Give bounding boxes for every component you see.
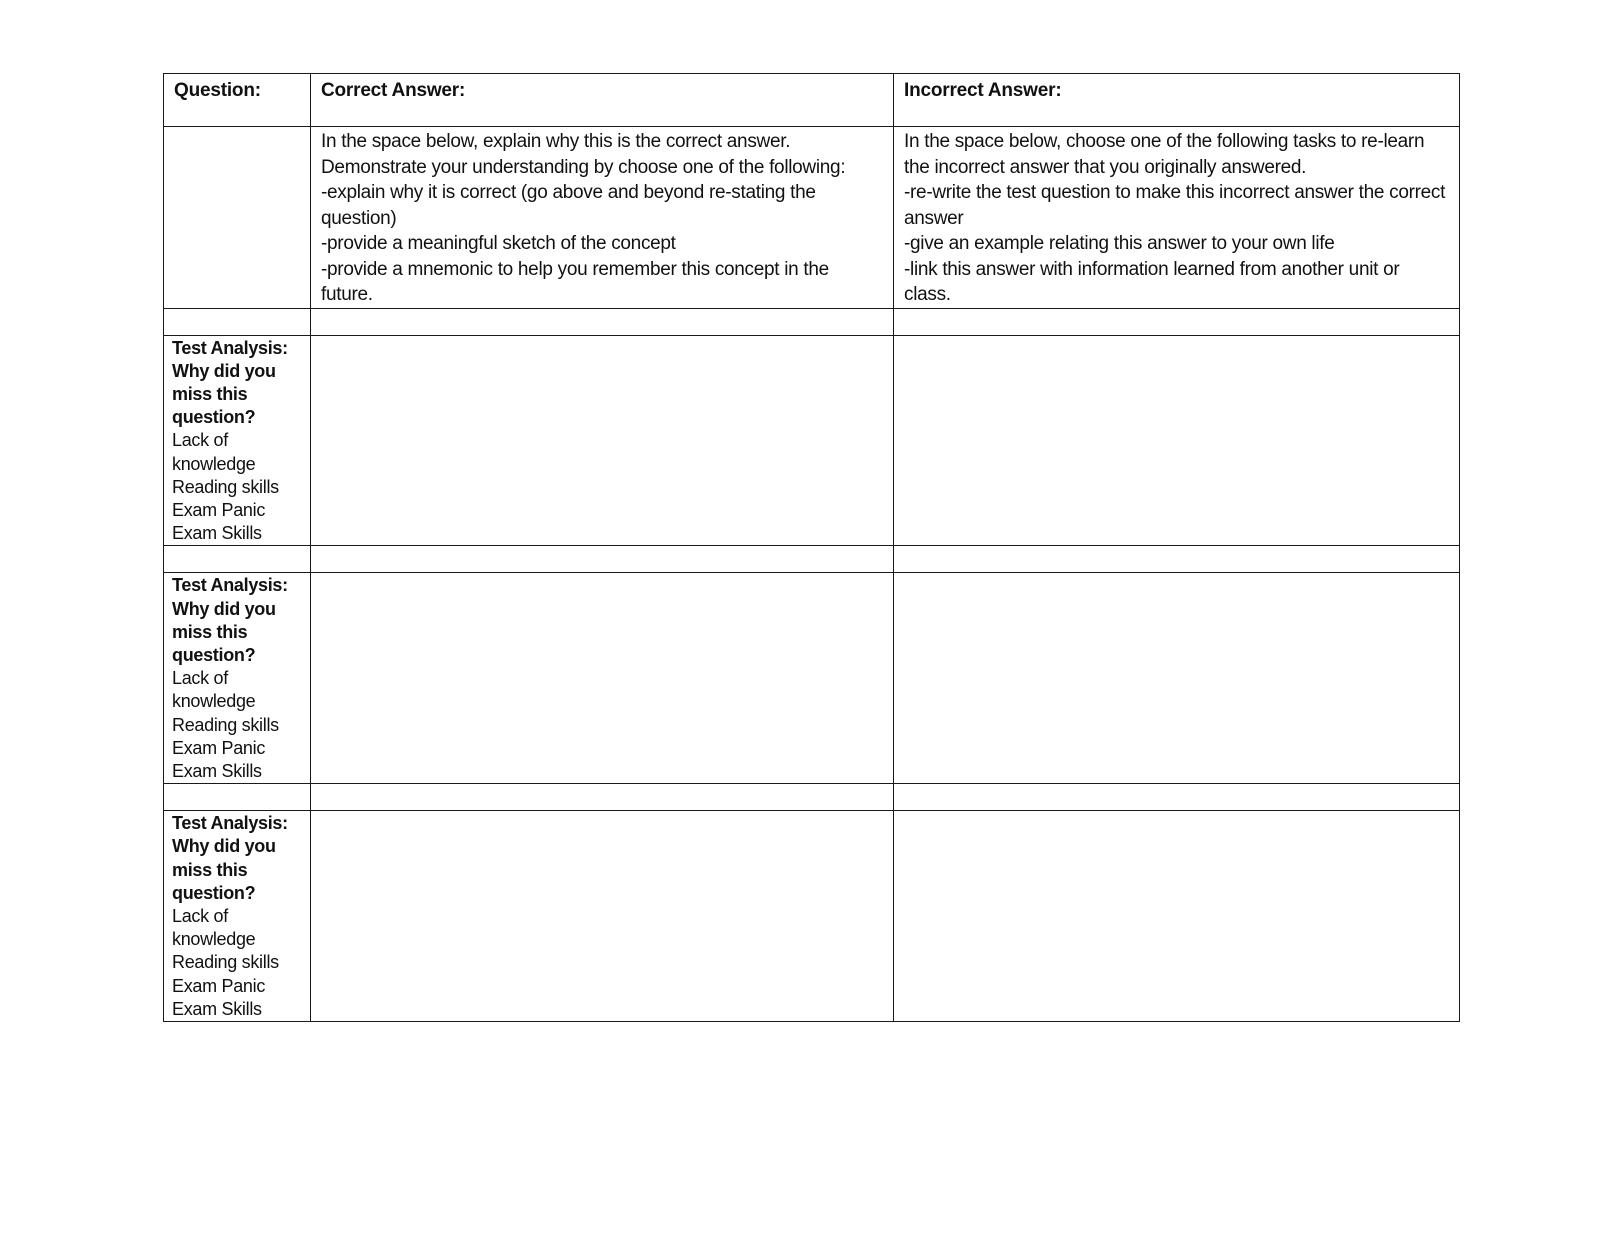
incorrect-answer-response-cell[interactable] bbox=[894, 335, 1460, 546]
analysis-option: Exam Panic bbox=[172, 737, 266, 758]
correct-answer-entry-cell[interactable] bbox=[311, 308, 894, 335]
correct-answer-instructions bbox=[311, 127, 893, 308]
header-row bbox=[164, 74, 1460, 127]
question-entry-row bbox=[164, 784, 1460, 811]
analysis-option: Exam Skills bbox=[172, 760, 262, 781]
correct-answer-response-cell[interactable] bbox=[311, 811, 894, 1022]
incorrect-answer-header-cell bbox=[894, 74, 1460, 127]
question-entry-row bbox=[164, 546, 1460, 573]
correct-answer-header: Correct Answer: bbox=[321, 80, 466, 101]
analysis-title-line: Test Analysis: bbox=[172, 575, 288, 596]
analysis-title-line: Why did you bbox=[172, 360, 276, 381]
instruction-line: In the space below, choose one of the following tasks to re-learn the incorrect answer that you originally answered. bbox=[904, 131, 1425, 178]
test-analysis-cell[interactable] bbox=[164, 573, 311, 784]
question-blank-cell[interactable] bbox=[164, 127, 311, 309]
correct-answer-instructions-cell[interactable] bbox=[311, 127, 894, 309]
analysis-title-line: miss this bbox=[172, 621, 248, 642]
instruction-line: -re-write the test question to make this incorrect answer the correct answer bbox=[904, 182, 1446, 229]
test-correction-table bbox=[163, 73, 1460, 1022]
instruction-line: -explain why it is correct (go above and beyond re-stating the question) bbox=[321, 182, 816, 229]
correct-answer-entry-cell[interactable] bbox=[311, 546, 894, 573]
instruction-row bbox=[164, 127, 1460, 309]
question-entry-row bbox=[164, 308, 1460, 335]
incorrect-answer-instructions-cell[interactable] bbox=[894, 127, 1460, 309]
analysis-option: Exam Skills bbox=[172, 523, 262, 544]
analysis-option: Reading skills bbox=[172, 952, 279, 973]
analysis-title-line: Test Analysis: bbox=[172, 337, 288, 358]
analysis-option: Reading skills bbox=[172, 714, 279, 735]
analysis-row bbox=[164, 335, 1460, 546]
incorrect-answer-header: Incorrect Answer: bbox=[904, 80, 1062, 101]
question-entry-cell[interactable] bbox=[164, 308, 311, 335]
analysis-option: Lack of knowledge bbox=[172, 430, 256, 474]
analysis-title-line: miss this bbox=[172, 383, 248, 404]
analysis-option: Lack of knowledge bbox=[172, 668, 256, 712]
analysis-option: Exam Panic bbox=[172, 499, 266, 520]
incorrect-answer-entry-cell[interactable] bbox=[894, 308, 1460, 335]
test-analysis-cell[interactable] bbox=[164, 335, 311, 546]
correct-answer-entry-cell[interactable] bbox=[311, 784, 894, 811]
test-analysis bbox=[164, 573, 310, 783]
analysis-option: Lack of knowledge bbox=[172, 905, 256, 950]
question-entry-cell[interactable] bbox=[164, 784, 311, 811]
analysis-option: Exam Skills bbox=[172, 998, 262, 1019]
instruction-line: Demonstrate your understanding by choose one of the following: bbox=[321, 156, 846, 178]
analysis-row bbox=[164, 573, 1460, 784]
test-analysis-cell[interactable] bbox=[164, 811, 311, 1022]
analysis-title-line: Why did you bbox=[172, 836, 276, 857]
correct-answer-response-cell[interactable] bbox=[311, 573, 894, 784]
incorrect-answer-response-cell[interactable] bbox=[894, 573, 1460, 784]
analysis-option: Reading skills bbox=[172, 476, 279, 497]
question-header: Question: bbox=[174, 80, 261, 101]
instruction-line: -give an example relating this answer to your own life bbox=[904, 233, 1335, 254]
analysis-title-line: question? bbox=[172, 882, 256, 903]
incorrect-answer-response-cell[interactable] bbox=[894, 811, 1460, 1022]
incorrect-answer-entry-cell[interactable] bbox=[894, 784, 1460, 811]
analysis-title-line: Test Analysis: bbox=[172, 813, 288, 834]
instruction-line: -provide a mnemonic to help you remember this concept in the future. bbox=[321, 258, 829, 305]
instruction-line: -link this answer with information learned from another unit or class. bbox=[904, 258, 1400, 305]
correct-answer-response-cell[interactable] bbox=[311, 335, 894, 546]
incorrect-answer-entry-cell[interactable] bbox=[894, 546, 1460, 573]
incorrect-answer-instructions bbox=[894, 127, 1459, 308]
correct-answer-header-cell bbox=[311, 74, 894, 127]
instruction-line: In the space below, explain why this is the correct answer. bbox=[321, 131, 791, 152]
analysis-row bbox=[164, 811, 1460, 1022]
analysis-title-line: question? bbox=[172, 407, 256, 428]
test-analysis bbox=[164, 811, 310, 1021]
analysis-title-line: Why did you bbox=[172, 598, 276, 619]
test-analysis bbox=[164, 336, 310, 546]
question-header-cell bbox=[164, 74, 311, 127]
analysis-title-line: miss this bbox=[172, 859, 248, 880]
instruction-line: -provide a meaningful sketch of the concept bbox=[321, 233, 676, 254]
question-entry-cell[interactable] bbox=[164, 546, 311, 573]
analysis-option: Exam Panic bbox=[172, 975, 266, 996]
analysis-title-line: question? bbox=[172, 644, 256, 665]
